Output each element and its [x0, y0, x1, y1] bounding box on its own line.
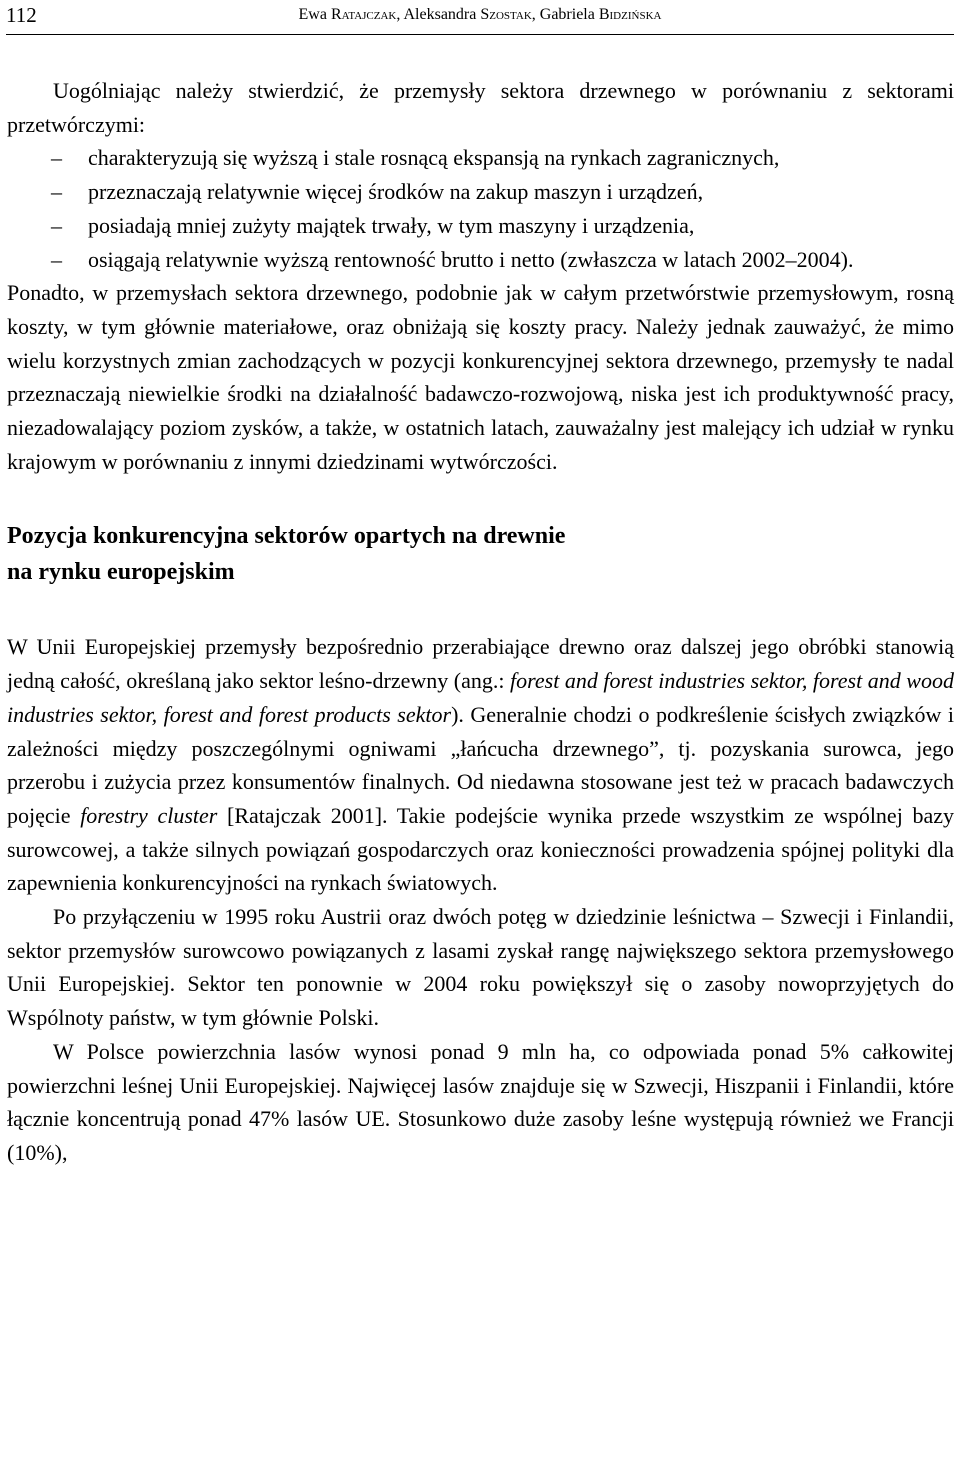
list-item: – przeznaczają relatywnie więcej środków na zakup maszyn i urządzeń,: [7, 175, 954, 209]
running-head-authors: [6, 2, 954, 28]
eu-sector-paragraph: W Unii Europejskiej przemysły bezpośrednio przerabiające drewno oraz dalszej jego obróbki stanowią jedną całość, określaną jako sektor leśno-drzewny (ang.: forest and forest industries sektor, forest and wood industries sektor, forest and forest products sektor). Generalnie chodzi o podkreślenie ścisłych związków i zależności między poszczególnymi ogniwami „łańcucha drzewnego”, tj. pozyskania surowca, jego przerobu i zużycia przez konsumentów finalnych. Od niedawna stosowane jest też w pracach badawczych pojęcie forestry cluster [Ratajczak 2001]. Takie podejście wynika przede wszystkim ze wspólnej bazy surowcowej, a także silnych powiązań gospodarczych oraz konieczności prowadzenia spójnej polityki dla zapewnienia konkurencyjności na rynkach światowych.: [7, 634, 954, 896]
page-number: 112: [6, 3, 37, 27]
forestry-cluster-term: forestry cluster: [80, 802, 218, 828]
dash-bullet: –: [51, 246, 62, 272]
dash-bullet: –: [51, 179, 62, 205]
section-heading: [7, 518, 954, 590]
author-3: Gabriela Bidzińska: [539, 6, 662, 23]
english-terms: forest and forest industries sektor, forest and wood industries sektor, forest and forest products sektor: [7, 668, 954, 727]
intro-lead-paragraph: Uogólniając należy stwierdzić, że przemysły sektora drzewnego w porównaniu z sektorami przetwórczymi:: [7, 78, 954, 137]
dash-bullet: –: [51, 145, 62, 171]
list-item: – posiadają mniej zużyty majątek trwały, w tym maszyny i urządzenia,: [7, 209, 954, 243]
author-2: Aleksandra Szostak,: [403, 6, 540, 23]
page-body: [7, 74, 954, 1170]
continuation-paragraph: Ponadto, w przemysłach sektora drzewnego, podobnie jak w całym przetwórstwie przemysłowym, rosną koszty, w tym głównie materiałowe, oraz obniżają się koszty pracy. Należy jednak zauważyć, że mimo wielu korzystnych zmian zachodzących w pozycji konkurencyjnej sektora drzewnego, przemysły te nadal przeznaczają niewielkie środki na działalność badawczo-rozwojową, niska jest ich produktywność pracy, niezadowalający poziom zysków, a także, w ostatnich latach, zauważalny jest malejący ich udział w rynku krajowym w porównaniu z innymi dziedzinami wytwórczości.: [7, 280, 954, 474]
accession-paragraph: Po przyłączeniu w 1995 roku Austrii oraz dwóch potęg w dziedzinie leśnictwa – Szwecji i Finlandii, sektor przemysłów surowcowo powiązanych z lasami zyskał rangę największego sektora przemysłowego Unii Europejskiej. Sektor ten ponownie w 2004 roku powiększył się o zasoby nowoprzyjętych do Wspólnoty państw, w tym głównie Polski.: [7, 904, 954, 1031]
section-heading-line-1: Pozycja konkurencyjna sektorów opartych na drewnie: [7, 523, 566, 550]
list-item: – charakteryzują się wyższą i stale rosnącą ekspansją na rynkach zagranicznych,: [7, 141, 954, 175]
running-header: [6, 0, 954, 35]
dash-bullet: –: [51, 212, 62, 238]
list-item: – osiągają relatywnie wyższą rentowność brutto i netto (zwłaszcza w latach 2002–2004).: [7, 243, 954, 277]
section-heading-line-2: na rynku europejskim: [7, 559, 235, 586]
poland-forests-paragraph: W Polsce powierzchnia lasów wynosi ponad 9 mln ha, co odpowiada ponad 5% całkowitej powierzchni leśnej Unii Europejskiej. Najwięcej lasów znajduje się w Szwecji, Hiszpanii i Finlandii, które łącznie koncentrują ponad 47% lasów UE. Stosunkowo duże zasoby leśne występują również we Francji (10%),: [7, 1038, 954, 1165]
author-1: Ewa Ratajczak,: [298, 6, 404, 23]
conclusion-list: [7, 141, 954, 276]
